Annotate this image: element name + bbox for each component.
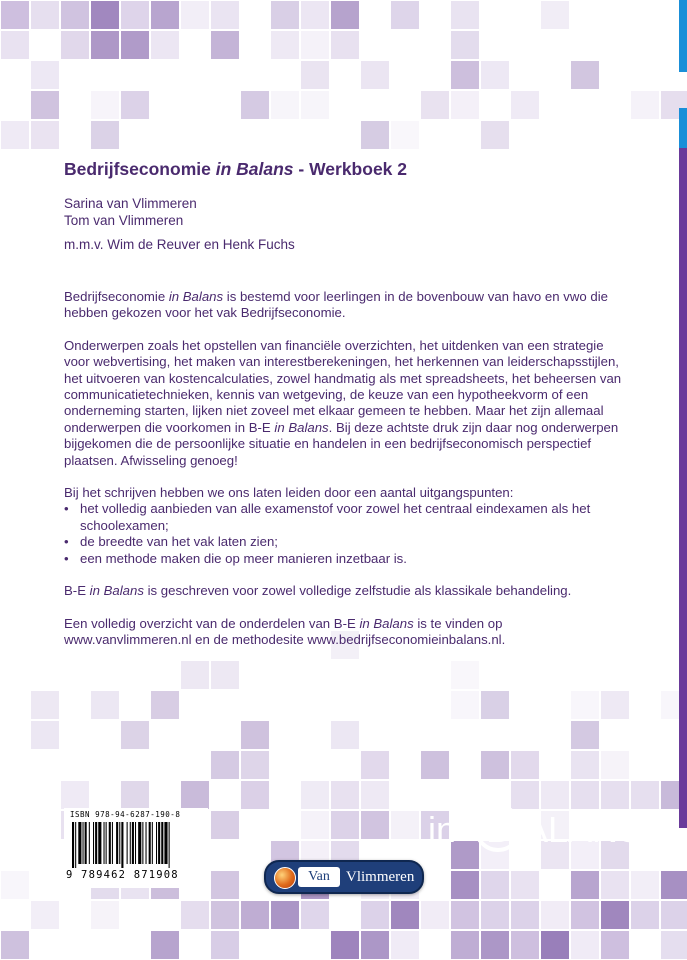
barcode-digits: 9 789462 871908 <box>66 869 179 881</box>
accent-bar-purple <box>679 148 687 828</box>
principles-section <box>64 485 624 567</box>
authors <box>64 195 624 229</box>
isbn-label: ISBN 978-94-6287-190-8 <box>70 810 181 819</box>
in-balans-logo <box>428 800 648 860</box>
principles-lead: Bij het schrijven hebben we ons laten leiden door een aantal uitgangspunten: <box>64 485 514 501</box>
study-paragraph: B-E in Balans is geschreven voor zowel volledige zelfstudie als klassikale behandeling. <box>64 583 572 599</box>
publisher-logo <box>264 860 424 894</box>
brand-alans: ALANS <box>524 809 643 850</box>
principles-list <box>64 501 624 567</box>
contributors: m.m.v. Wim de Reuver en Henk Fuchs <box>64 237 295 252</box>
list-item: • een methode maken die op meer manieren inzetbaar is. <box>64 551 624 567</box>
publisher-van: Van <box>298 867 340 887</box>
overview-paragraph: Een volledig overzicht van de onderdelen van B-E in Balans is te vinden op www.vanvlimmeren.nl en de methodesite www.bedrijfseconomieinbalans.nl. <box>64 615 506 647</box>
brand-in: in <box>428 809 457 850</box>
brand-b: B <box>486 809 511 850</box>
author-name: Sarina van Vlimmeren <box>64 196 197 211</box>
topics-paragraph: Onderwerpen zoals het opstellen van financiële overzichten, het uitdenken van een strategie voor webvertising, het maken van interestberekeningen, het herkennen van leiderschapsstijlen, het uitvoeren van kostencalculaties, zowel handmatig als met spreadsheets, het beheersen van communicatietechnieken, kennis van wetgeving, de keuze van een hypotheekvorm of een onderneming starten, lijken niet zoveel met elkaar gemeen te hebben. Maar het zijn allemaal onderwerpen die voorkomen in B-E in Balans. Bij deze achtste druk zijn daar nog onderwerpen bijgekomen die de persoonlijke situatie en handelen in een bedrijfseconomisch perspectief plaatsen. Afwisseling genoeg! <box>64 337 622 468</box>
book-title: Bedrijfseconomie in Balans - Werkboek 2 <box>64 159 407 179</box>
list-item: • de breedte van het vak laten zien; <box>64 534 624 550</box>
accent-bar-blue <box>679 0 687 72</box>
barcode-icon <box>70 822 202 868</box>
list-item: • het volledig aanbieden van alle examenstof voor zowel het centraal eindexamen als het schoolexamen; <box>64 501 624 534</box>
author-name: Tom van Vlimmeren <box>64 213 184 228</box>
isbn-barcode <box>64 808 208 888</box>
publisher-name: Vlimmeren <box>346 869 415 885</box>
globe-logo-icon <box>274 867 296 889</box>
back-cover-text <box>64 158 624 648</box>
intro-paragraph: Bedrijfseconomie in Balans is bestemd voor leerlingen in de bovenbouw van havo en vwo die hebben gekozen voor het vak Bedrijfseconomie. <box>64 289 608 321</box>
accent-bar-blue-2 <box>679 108 687 148</box>
